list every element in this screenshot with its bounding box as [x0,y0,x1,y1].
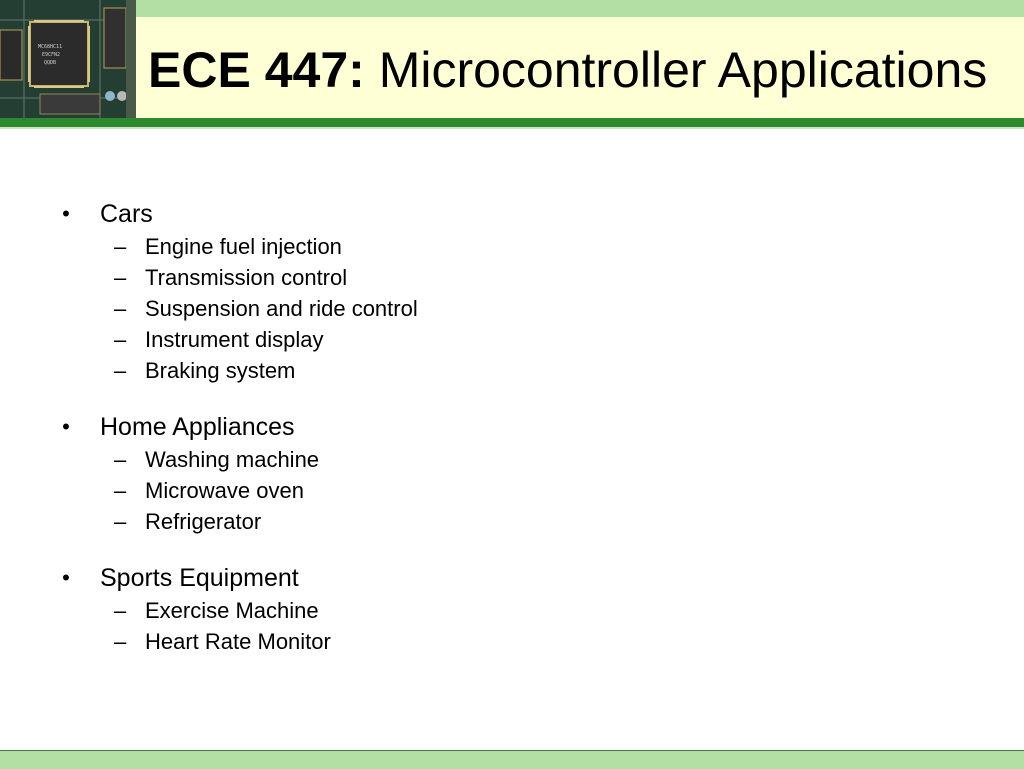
bottom-decorative-strip [0,750,1024,769]
sub-item: – Heart Rate Monitor [100,626,956,657]
sub-item: – Exercise Machine [100,595,956,626]
title-underline-highlight [0,127,1024,129]
dash-icon: – [114,265,127,290]
svg-text:MC68HC11: MC68HC11 [38,44,63,50]
sub-list [100,444,956,537]
sub-item: – Refrigerator [100,506,956,537]
circuit-board-image [0,0,136,118]
title-underline-rule [0,118,1024,127]
sub-item: – Suspension and ride control [100,293,956,324]
bullet-item-cars [56,197,956,386]
sub-list [100,231,956,386]
dash-icon: – [114,629,127,654]
top-decorative-strip [0,0,1024,18]
sub-item: – Instrument display [100,324,956,355]
svg-text:QQDB: QQDB [44,60,57,66]
sub-item: – Braking system [100,355,956,386]
slide-body [56,197,956,681]
sub-item: – Transmission control [100,262,956,293]
bullet-icon: • [62,201,70,226]
slide-title [148,40,987,100]
bullet-item-sports-equipment [56,561,956,657]
dash-icon: – [114,598,127,623]
sub-list [100,595,956,657]
course-code: ECE 447: [148,42,365,98]
dash-icon: – [114,327,127,352]
dash-icon: – [114,447,127,472]
dash-icon: – [114,509,127,534]
dash-icon: – [114,296,127,321]
dash-icon: – [114,234,127,259]
bullet-label: Home Appliances [100,413,295,441]
svg-text:E9CFN2: E9CFN2 [42,52,61,58]
bullet-icon: • [62,565,70,590]
bullet-item-home-appliances [56,410,956,537]
sub-item: – Engine fuel injection [100,231,956,262]
sub-item: – Microwave oven [100,475,956,506]
bullet-label: Cars [100,200,153,228]
course-subject: Microcontroller Applications [378,42,988,98]
bullet-icon: • [62,414,70,439]
bullet-label: Sports Equipment [100,564,299,592]
sub-item: – Washing machine [100,444,956,475]
dash-icon: – [114,478,127,503]
dash-icon: – [114,358,127,383]
